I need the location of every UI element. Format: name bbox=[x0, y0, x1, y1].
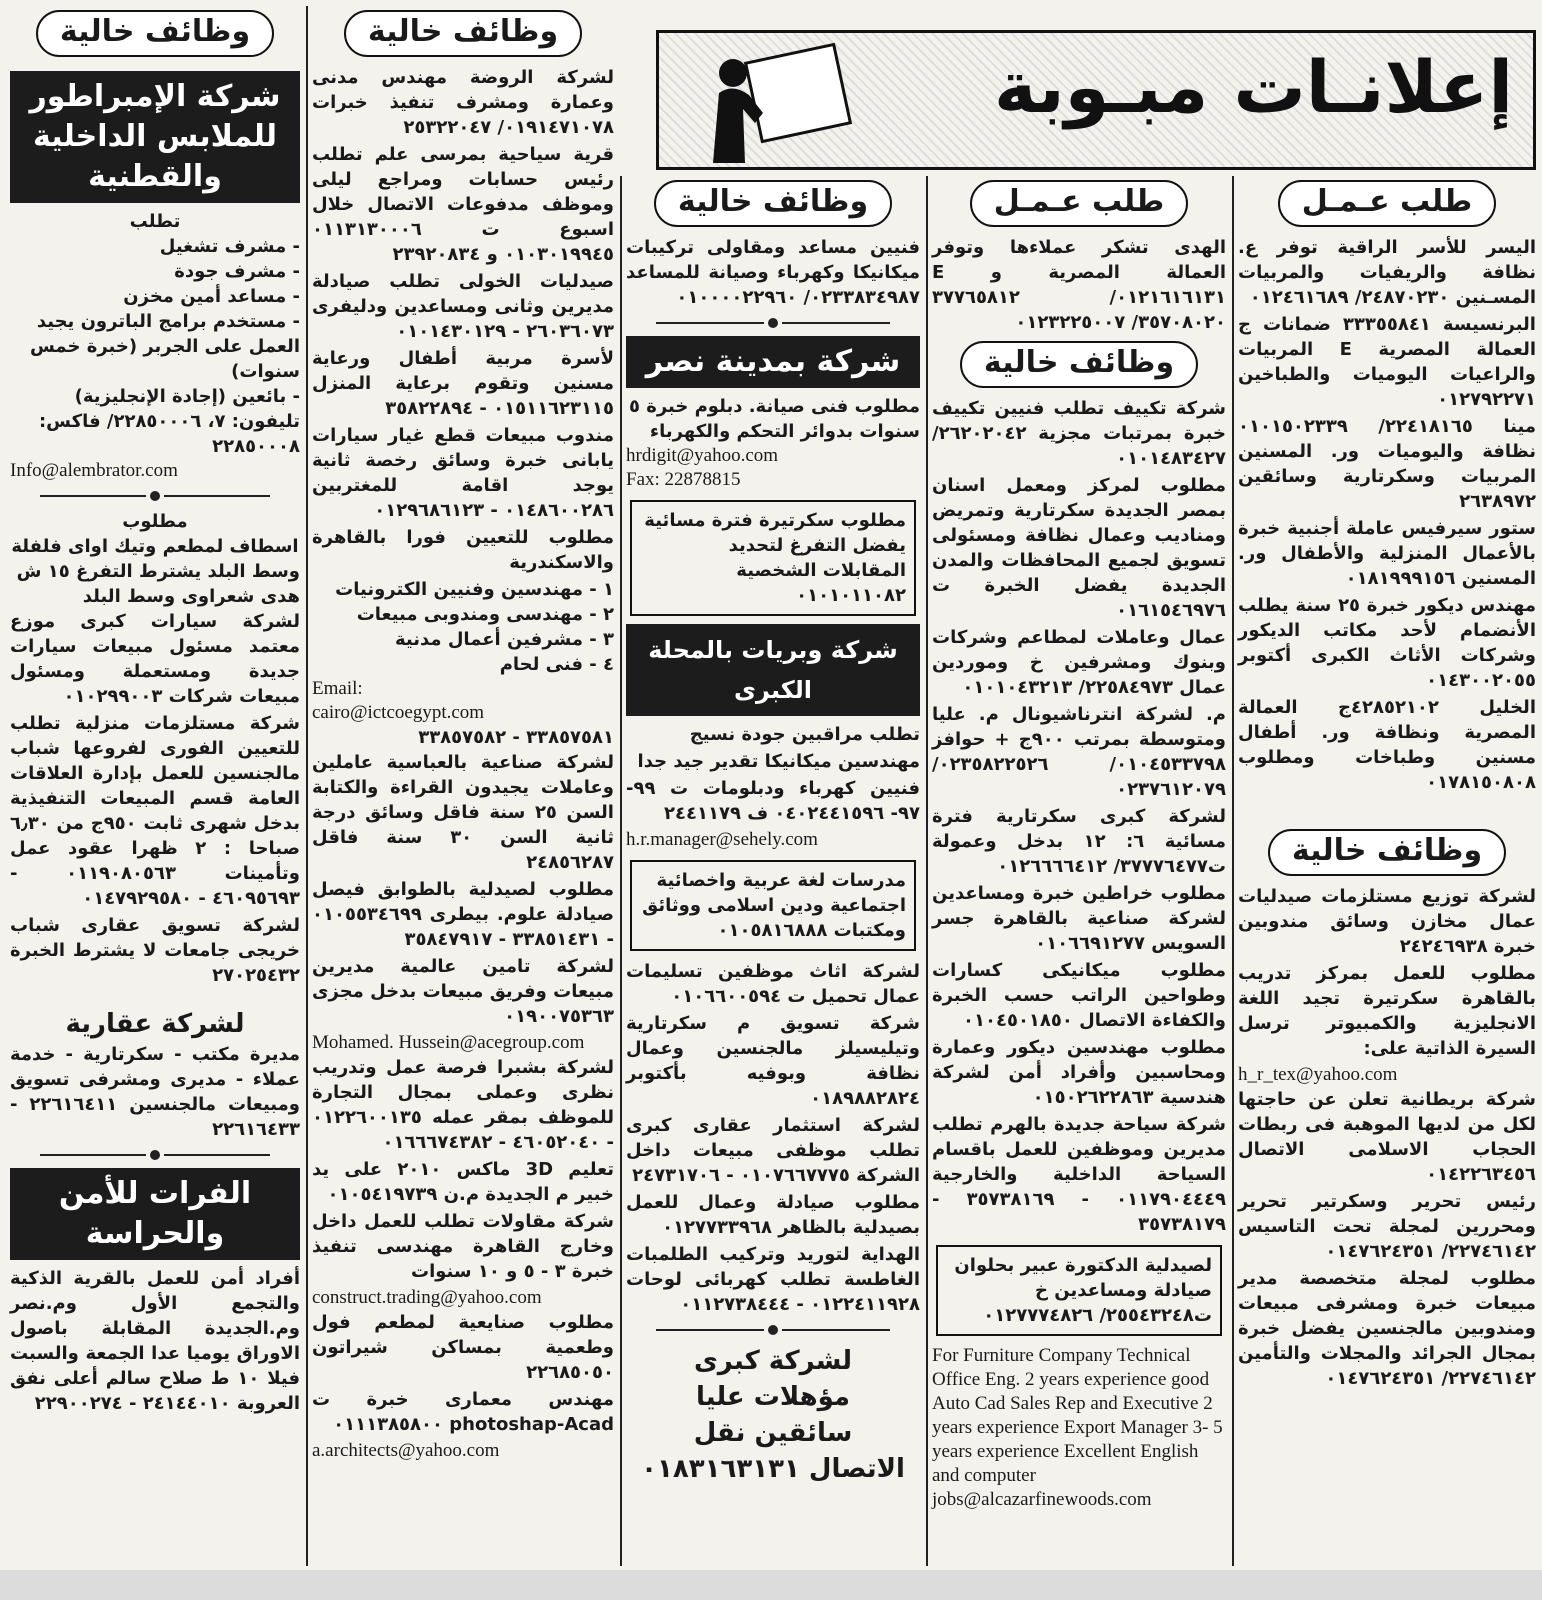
ad-item: شركة مستلزمات منزلية تطلب للتعيين الفورى لفروعها شباب مالجنسين للعمل بإدارة العلاقات العامة قسم المبيعات التنفيذية بدخل شهرى ثابت ٩٥٠ج من ٦٫٣٠ صباحا : ٢ ظهرا عقود عمل وتأمينات ٠١١٩٠٨٠٥٦٣ - ٤٦٠٩٥٦٩٣ - ٠١٤٧٩٢٩٥٨٠ bbox=[10, 713, 300, 909]
list-item: - مستخدم برامج الباترون يجيد العمل على الجربر (خبرة خمس سنوات) bbox=[29, 311, 300, 382]
section-title: إعلانـات مبـوبة bbox=[993, 45, 1513, 129]
list-item: - مشرف جودة bbox=[174, 261, 300, 282]
list-item: ١ - مهندسين وفنيين الكترونيات bbox=[335, 579, 614, 600]
ad-item: قرية سياحية بمرسى علم تطلب رئيس حسابات ومراجع ليلى وموظف مدفوعات الاتصال خلال اسبوع ت ٠١١٣١٣٠٠٠٦ ٠١٠٣٠١٩٩٤٥ و ٢٣٩٢٠٨٣٤ bbox=[312, 144, 614, 265]
list-item: - بائعين (إجادة الإنجليزية) bbox=[74, 386, 300, 407]
big-ad-line: مؤهلات عليا bbox=[695, 1382, 851, 1412]
boxed-ad: مدرسات لغة عربية واخصائية اجتماعية ودين اسلامى ووثائق ومكتبات ٠١٠٥٨١٦٨٨٨ bbox=[630, 860, 916, 951]
ad-item: مندوب مبيعات قطع غيار سيارات يابانى خبرة وسائق رخصة ثانية يوجد اقامة للمغتربين ٠١٤٨٦٠٠٢٨٦ - ٠١٢٩٦٨٦١٢٣ bbox=[312, 425, 614, 521]
separator bbox=[40, 491, 270, 501]
tab-vacancies: وظائف خالية bbox=[344, 10, 582, 57]
ad-item: لشركة اثاث موظفين تسليمات عمال تحميل ت ٠١٠٦٦٠٠٥٩٤ bbox=[626, 961, 920, 1007]
email-address: cairo@ictcoegypt.com bbox=[312, 702, 485, 723]
ad-text: وسط البلد يشترط التفرغ ١٥ ش هدى شعراوى وسط البلد bbox=[16, 561, 300, 607]
ad-item: مطلوب لمجلة متخصصة مدير مبيعات خبرة ومشرفى مبيعات ومندوبين مالجنسين يفضل خبرة بمجال الجرائد والمجلات والتأمين ٢٢٧٤٦١٤٢/ ٠١٤٧٦٢٤٣٥١ bbox=[1238, 1268, 1536, 1389]
email-address: jobs@alcazarfinewoods.com bbox=[932, 1489, 1152, 1510]
ad-item: الهدى تشكر عملاءها وتوفر العمالة المصرية و E ٠١٢١٦١٦١٣١/ ٣٧٧٦٥٨١٢ ٣٥٧٠٨٠٢٠/ ٠١٢٣٢٢٥٠٠٧ bbox=[932, 237, 1226, 333]
ad-item: لشركة صناعية بالعباسية عاملين وعاملات يجيدون القراءة والكتابة السن ٢٥ سنة فاقل وسائق درجة ثانية السن ٣٠ سنة فاقل ٢٤٨٥٦٢٨٧ bbox=[312, 752, 614, 873]
list-item: ٣ - مشرفين أعمال مدنية bbox=[394, 629, 614, 650]
boxed-ad: مطلوب سكرتيرة فترة مسائية يفضل التفرغ لتحديد المقابلات الشخصية ٠١٠١٠١١٠٨٢ bbox=[630, 500, 916, 616]
boxed-ad: لصيدلية الدكتورة عبير بحلوان صيادلة ومساعدين خ ت٢٥٥٤٣٢٤٨/ ٠١٢٧٧٧٤٨٢٦ bbox=[936, 1245, 1222, 1336]
ad-item: مطلوب مهندسين ديكور وعمارة ومحاسبين وأفراد أمن لشركة هندسية ٠١٥٠٢٦٢٢٨٦٣ bbox=[932, 1037, 1226, 1108]
ad-item: مطلوب صنايعية لمطعم فول وطعمية بمساكن شيراتون ٢٢٦٨٥٠٥٠ bbox=[312, 1312, 614, 1383]
column-5 bbox=[4, 6, 306, 1566]
ad-item: شركة تسويق م سكرتارية وتيليسيلز مالجنسين وعمال نظافة وبوفيه بأكتوبر ٠١٨٩٨٨٢٨٢٤ bbox=[626, 1013, 920, 1109]
column-divider bbox=[926, 176, 928, 1566]
page-bottom-strip bbox=[0, 1570, 1542, 1600]
ad-item: لشركة كبرى سكرتارية فترة مسائية ٦: ١٢ بدخل وعمولة ت٣٧٧٧٦٤٧٧/ ٠١٢٦٦٦٦٤١٢ bbox=[932, 806, 1227, 877]
email-address: h.r.manager@sehely.com bbox=[626, 829, 818, 850]
list-item: ٤ - فنى لحام bbox=[499, 654, 614, 675]
column-1 bbox=[1232, 176, 1542, 1566]
ad-item: مهندس ديكور خبرة ٢٥ سنة يطلب الأنضمام لأحد مكاتب الديكور وشركات الأثاث الكبرى أكتوبر ٠١٤٣٠٠٢٠٥٥ bbox=[1238, 595, 1536, 691]
ad-item: شركة مقاولات تطلب للعمل داخل وخارج القاهرة مهندسى تنفيذ خبرة ٣ - ٥ و ١٠ سنوات bbox=[312, 1211, 614, 1282]
tab-vacancies: وظائف خالية bbox=[1268, 829, 1506, 876]
ad-item: شركة تكييف تطلب فنيين تكييف خبرة بمرتبات مجزية ٢٦٢٠٢٠٤٢/ ٠١٠١٤٨٣٤٢٧ bbox=[932, 398, 1226, 469]
tab-vacancies: وظائف خالية bbox=[36, 10, 274, 57]
ad-item: رئيس تحرير وسكرتير تحرير ومحررين لمجلة تحت التاسيس ٢٢٧٤٦١٤٢/ ٠١٤٧٦٢٤٣٥١ bbox=[1238, 1191, 1536, 1262]
ad-text: مطلوب فنى صيانة. دبلوم خبرة ٥ سنوات بدوائر التحكم والكهرباء bbox=[628, 396, 920, 442]
ad-item: م. لشركة انترناشيونال م. عليا ومتوسطة بمرتب ٩٠٠ج + حوافز ٠١٠٤٥٣٣٧٩٨/ ٠٢٣٥٨٢٢٥٢٦/ ٠٢٣٧٦١٢٠٧٩ bbox=[932, 704, 1226, 800]
ad-item: لشركة الروضة مهندس مدنى وعمارة ومشرف تنفيذ خبرات ٠١٩١٤٧١٠٧٨/ ٢٥٣٢٢٠٤٧ bbox=[312, 67, 614, 138]
ad-item: لشركة استثمار عقارى كبرى تطلب موظفى مبيعات داخل الشركة ٠١٠٧٦٦٧٧٧٥ - ٢٤٧٣١٧٠٦ bbox=[626, 1115, 920, 1186]
ad-item: شركة سياحة جديدة بالهرم تطلب مديرين وموظفين للعمل باقسام السياحة الداخلية والخارجية ٠١١٧٩٠٤٤٤٩ - ٣٥٧٣٨١٦٩ - ٣٥٧٣٨١٧٩ bbox=[932, 1114, 1226, 1235]
ad-text: اسطاف لمطعم وتيك اواى فلفلة bbox=[11, 536, 299, 557]
column-3 bbox=[620, 176, 926, 1566]
email-address: a.architects@yahoo.com bbox=[312, 1440, 500, 1461]
company-banner: شركة بمدينة نصر bbox=[626, 336, 920, 388]
ad-item: عمال وعاملات لمطاعم وشركات وبنوك ومشرفين خ وموردين عمال ٢٢٥٨٤٩٧٣/ ٠١٠١٠٤٣٢١٣ bbox=[932, 627, 1226, 698]
big-ad-line: لشركة عقارية bbox=[65, 1009, 245, 1039]
fax-number: Fax: 22878815 bbox=[626, 469, 741, 490]
tab-job-requests: طلب عـمـل bbox=[970, 180, 1189, 227]
list-item: تليفون: ٧، ٢٢٨٥٠٠٠٦/ فاكس: ٢٢٨٥٠٠٠٨ bbox=[38, 411, 300, 457]
ad-item: فنيين كهرباء ودبلومات ت ٩٩- ٩٧- ٠٤٠٢٤٤١٥٩٦ ف ٢٤٤١١٧٩ bbox=[626, 778, 920, 824]
big-ad-line: لشركة كبرى bbox=[693, 1346, 853, 1376]
separator bbox=[656, 1325, 890, 1335]
ad-item: تعليم 3D ماكس ٢٠١٠ على يد خبير م الجديدة م.ن ٠١٠٥٤١٩٧٣٩ bbox=[312, 1159, 614, 1205]
list-item: ٢ - مهندسى ومندوبى مبيعات bbox=[356, 604, 614, 625]
ad-item: شركة بريطانية تعلن عن حاجتها لكل من لديها الموهبة فى ربطات الحجاب الاسلامى الاتصال ٠١٤٢٢٦٣٤٥٦ bbox=[1238, 1089, 1536, 1185]
ad-item: تطلب مراقبين جودة نسيج bbox=[689, 724, 920, 745]
tab-vacancies: وظائف خالية bbox=[654, 180, 892, 227]
english-ad: For Furniture Company Technical Office Eng. 2 years experience good Auto Cad Sales Rep and Executive 2 years experience Export Manager 3- 5 years experience Excellent English and computer bbox=[932, 1345, 1223, 1486]
ad-item: لشركة تامين عالمية مديرين مبيعات وفريق مبيعات بدخل مجزى ٠١٩٠٠٧٥٣٦٣ bbox=[312, 956, 614, 1027]
list-item: - مساعد أمين مخزن bbox=[123, 286, 300, 307]
separator bbox=[656, 318, 890, 328]
wanted-title: مطلوب bbox=[122, 511, 188, 532]
ad-item: صيدليات الخولى تطلب صيادلة مديرين وثانى ومساعدين ودليفرى ٢٦٠٣٦٠٧٣ - ٠١٠١٤٣٠١٢٩ bbox=[312, 271, 614, 342]
column-divider bbox=[1232, 176, 1234, 1566]
column-4 bbox=[306, 6, 620, 1566]
big-ad-line: سائقين نقل bbox=[693, 1418, 853, 1448]
phone-numbers: ٣٣٨٥٧٥٨١ - ٣٣٨٥٧٥٨٢ bbox=[418, 727, 614, 748]
company-banner: شركة الإمبراطور للملابس الداخلية والقطنية bbox=[10, 71, 300, 203]
ad-item: لشركة توزيع مستلزمات صيدليات عمال مخازن وسائق مندوبين خبرة ٢٤٢٤٦٩٣٨ bbox=[1238, 886, 1536, 957]
email-address: hrdigit@yahoo.com bbox=[626, 445, 779, 466]
big-ad-line: الاتصال ٠١٨٣١٦٣١٣١ bbox=[641, 1454, 905, 1484]
ad-item: اليسر للأسر الراقية توفر ع. نظافة والريفيات والمربيات المسـنين ٢٤٨٧٠٢٣٠/ ٠١٢٤٦١٦٨٩ bbox=[1238, 237, 1536, 308]
ad-item: مطلوب لصيدلية بالطوابق فيصل صيادلة علوم. بيطرى ٠١٠٥٥٣٤٦٩٩ - ٣٣٨٥١٤٣١ - ٣٥٨٤٧٩١٧ bbox=[312, 879, 614, 950]
ad-item: مهندسين ميكانيكا تقدير جيد جدا bbox=[637, 751, 920, 772]
section-header bbox=[656, 30, 1536, 170]
tab-vacancies: وظائف خالية bbox=[960, 341, 1198, 388]
ad-item: الهداية لتوريد وتركيب الطلمبات الغاطسة تطلب كهربائى لوحات ٠١٢٢٤١١٩٢٨ - ٠١١٢٧٣٨٤٤٤ bbox=[626, 1244, 920, 1315]
email-label: Email: bbox=[312, 678, 363, 699]
column-divider bbox=[306, 6, 308, 1566]
ad-item: مينا ٢٢٤١٨١٦٥/ ٠١٠١٥٠٢٣٣٩ نظافة واليوميات ور. المسنين المربيات وسكرتارية وسائقين ٢٦٣٨٩٧٢ bbox=[1238, 416, 1536, 512]
ad-item: مطلوب للتعيين فورا بالقاهرة والاسكندرية bbox=[312, 527, 614, 573]
email-address: h_r_tex@yahoo.com bbox=[1238, 1064, 1398, 1085]
ad-item: مطلوب خراطين خبرة ومساعدين لشركة صناعية بالقاهرة جسر السويس ٠١٠٦٦٩١٢٧٧ bbox=[932, 883, 1226, 954]
ad-item: فنيين مساعد ومقاولى تركيبات ميكانيكا وكهرباء وصيانة للمساعد ٠٢٣٣٨٣٤٩٨٧/ ٠١٠٠٠٠٢٢٩٦٠ bbox=[626, 237, 920, 308]
email-address: Mohamed. Hussein@acegroup.com bbox=[312, 1032, 585, 1053]
column-2 bbox=[926, 176, 1232, 1566]
ad-item: مطلوب لمركز ومعمل اسنان بمصر الجديدة سكرتارية وتمريض ومناديب وعمال نظافة ومسئولى تسويق لجميع المحافظات والمدن الجديدة يفضل الخبرة ت ٠١٦١٥٤٦٩٧٦ bbox=[932, 475, 1226, 621]
ad-item: مطلوب للعمل بمركز تدريب بالقاهرة سكرتيرة تجيد اللغة الانجليزية والكمبيوتر ترسل السيرة الذاتية على: bbox=[1238, 963, 1536, 1059]
email-address: Info@alembrator.com bbox=[10, 460, 178, 481]
ad-item: لأسرة مربية أطفال ورعاية مسنين وتقوم برعاية المنزل ٠١٥١١٦٢٣١١٥ - ٣٥٨٢٢٨٩٤ bbox=[312, 348, 614, 419]
column-divider bbox=[620, 176, 622, 1566]
ad-item: لشركة سيارات كبرى موزع معتمد مسئول مبيعات سيارات جديدة ومستعملة ومسئول مبيعات شركات ٠١٠٢٩٩٠٠٣ bbox=[10, 611, 300, 707]
ad-item: لشركة بشبرا فرصة عمل وتدريب نظرى وعملى بمجال التجارة للموظف بمقر عمله ٠١٢٢٦٠٠١٣٥ - ٤٦٠٥٢٠٤٠ - ٠١٦٦٦٧٤٣٨٢ bbox=[312, 1057, 614, 1153]
ad-text: أفراد أمن للعمل بالقرية الذكية والتجمع الأول وم.نصر وم.الجديدة المقابلة باصول الاوراق يوميا عدا الجمعة والسبت فيلا ١٠ ط صلاح سالم أعلى نفق العروبة ٢٤١٤٤٠١٠ - ٢٢٩٠٠٢٧٤ bbox=[10, 1268, 300, 1414]
ad-item: البرنسيسة ٣٣٣٥٥٨٤١ ضمانات ج العمالة المصرية E المربيات والراعيات اليوميات والطباخين ٠١٢٧٩٢٢٧١ bbox=[1238, 314, 1536, 410]
company-banner: الفرات للأمن والحراسة bbox=[10, 1168, 300, 1260]
ad-item: لشركة تسويق عقارى شباب خريجى جامعات لا يشترط الخبرة ٢٧٠٢٥٤٣٢ bbox=[10, 915, 300, 986]
ad-item: مطلوب صيادلة وعمال للعمل بصيدلية بالظاهر ٠١٢٧٧٣٣٩٦٨ bbox=[626, 1192, 920, 1238]
list-item: - مشرف تشغيل bbox=[159, 236, 300, 257]
ad-item: ستور سيرفيس عاملة أجنبية خبرة بالأعمال المنزلية والأطفال ور. المسنين ٠١٨١٩٩٩١٥٦ bbox=[1238, 518, 1536, 589]
tab-job-requests: طلب عـمـل bbox=[1278, 180, 1497, 227]
reader-figure-icon bbox=[683, 43, 893, 163]
company-banner: شركة وبريات بالمحلة الكبرى bbox=[626, 624, 920, 716]
ad-item: الخليل ٤٢٨٥٢١٠٢ج العمالة المصرية ونظافة ور. أطفال مسنين وطباخات ومطلوب ٠١٧٨١٥٠٨٠٨ bbox=[1238, 697, 1536, 793]
ad-text: مديرة مكتب - سكرتارية - خدمة عملاء - مديرى ومشرفى تسويق ومبيعات مالجنسين ٢٢٦١٦٤١١ - ٢٢٦١٦٤٣٣ bbox=[10, 1044, 300, 1140]
separator bbox=[40, 1150, 270, 1160]
ad-item: مهندس معمارى خبرة ت photoshap-Acad ٠١١١٣٨٥٨٠٠ bbox=[312, 1389, 614, 1435]
request-title: تطلب bbox=[129, 211, 181, 232]
email-address: construct.trading@yahoo.com bbox=[312, 1287, 542, 1308]
ad-item: مطلوب ميكانيكى كسارات وطواحين الراتب حسب الخبرة والكفاءة الاتصال ٠١٠٤٥٠١٨٥٠ bbox=[932, 960, 1226, 1031]
